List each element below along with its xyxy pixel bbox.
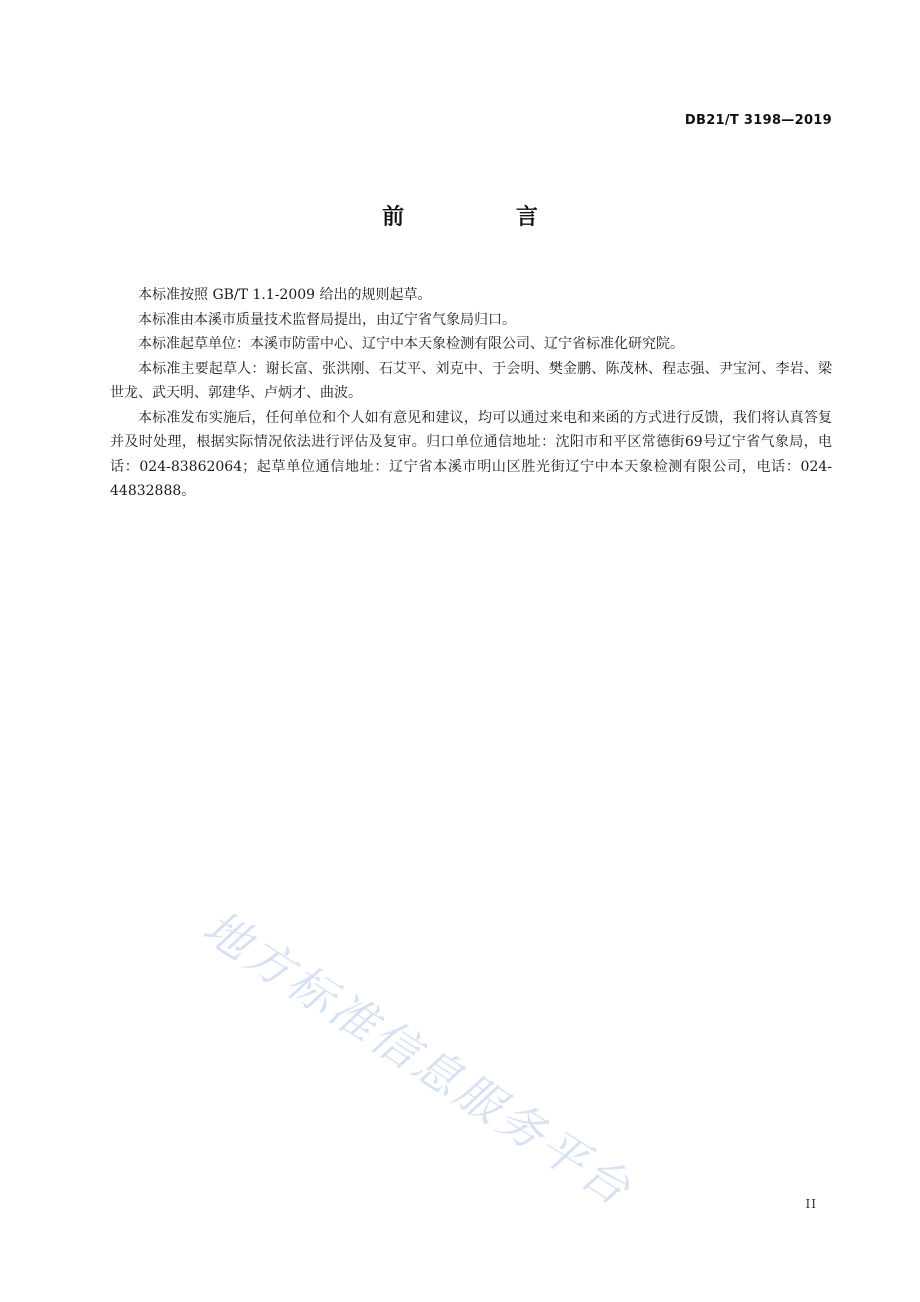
foreword-body: [110, 283, 832, 504]
watermark-text: 地方标准信息服务平台: [193, 899, 643, 1218]
paragraph-drafting-rules: 本标准按照 GB/T 1.1-2009 给出的规则起草。: [138, 287, 432, 303]
paragraph-proposer: 本标准由本溪市质量技术监督局提出，由辽宁省气象局归口。: [138, 311, 516, 328]
paragraph-feedback-contact: 本标准发布实施后，任何单位和个人如有意见和建议，均可以通过来电和来函的方式进行反馈，我们将认真答复并及时处理，根据实际情况依法进行评估及复审。归口单位通信地址：沈阳市和平区常德街69号辽宁省气象局，电话：024-83862064；起草单位通信地址：辽宁省本溪市明山区胜光街辽宁中本天象检测有限公司，电话：024-44832888。: [110, 409, 832, 499]
paragraph-drafting-units: 本标准起草单位：本溪市防雷中心、辽宁中本天象检测有限公司、辽宁省标准化研究院。: [138, 336, 684, 352]
paragraph-drafters: 本标准主要起草人：谢长富、张洪刚、石艾平、刘克中、于会明、樊金鹏、陈茂林、程志强、尹宝河、李岩、梁世龙、武天明、郭建华、卢炳才、曲波。: [110, 360, 832, 401]
document-code: DB21/T 3198—2019: [684, 113, 832, 128]
page-title: 前 言: [382, 205, 590, 230]
page-number: II: [805, 1197, 817, 1211]
